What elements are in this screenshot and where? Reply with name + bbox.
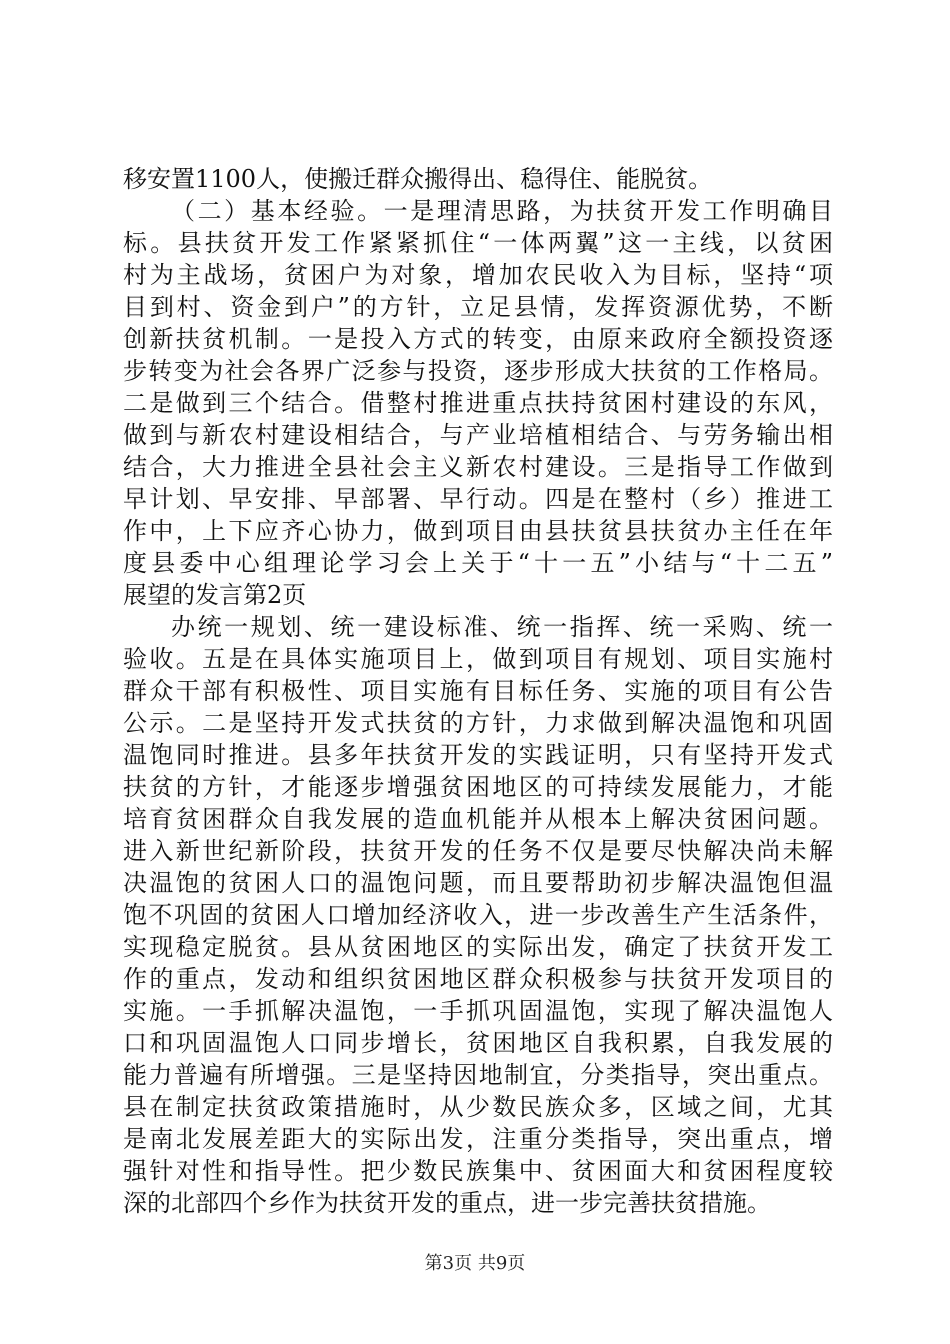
- text-line: 群众干部有积极性、项目实施有目标任务、实施的项目有公告: [123, 677, 833, 705]
- text-line: 移安置1100人，使搬迁群众搬得出、稳得住、能脱贫。: [123, 165, 713, 193]
- text-line: 作中，上下应齐心协力，做到项目由县扶贫县扶贫办主任在年: [123, 517, 833, 545]
- text-line: 早计划、早安排、早部署、早行动。四是在整村（乡）推进工: [123, 485, 833, 513]
- text-line: 饱不巩固的贫困人口增加经济收入，进一步改善生产生活条件，: [123, 901, 833, 929]
- text-line: 能力普遍有所增强。三是坚持因地制宜，分类指导，突出重点。: [123, 1061, 833, 1089]
- text-line: 创新扶贫机制。一是投入方式的转变，由原来政府全额投资逐: [123, 325, 833, 353]
- text-line: 公示。二是坚持开发式扶贫的方针，力求做到解决温饱和巩固: [123, 709, 833, 737]
- text-line: 目到村、资金到户”的方针，立足县情，发挥资源优势，不断: [123, 293, 833, 321]
- text-line: 实现稳定脱贫。县从贫困地区的实际出发，确定了扶贫开发工: [123, 933, 833, 961]
- text-line: 做到与新农村建设相结合，与产业培植相结合、与劳务输出相: [123, 421, 833, 449]
- text-line: 结合，大力推进全县社会主义新农村建设。三是指导工作做到: [123, 453, 833, 481]
- text-line: 深的北部四个乡作为扶贫开发的重点，进一步完善扶贫措施。: [123, 1189, 771, 1217]
- text-line: 实施。一手抓解决温饱，一手抓巩固温饱，实现了解决温饱人: [123, 997, 833, 1025]
- text-line: 扶贫的方针，才能逐步增强贫困地区的可持续发展能力，才能: [123, 773, 833, 801]
- text-line: 度县委中心组理论学习会上关于“十一五”小结与“十二五”: [123, 549, 833, 577]
- text-line: （二）基本经验。一是理清思路，为扶贫开发工作明确目: [171, 197, 833, 225]
- text-line: 作的重点，发动和组织贫困地区群众积极参与扶贫开发项目的: [123, 965, 833, 993]
- text-line: 进入新世纪新阶段，扶贫开发的任务不仅是要尽快解决尚未解: [123, 837, 833, 865]
- text-line: 展望的发言第2页: [123, 581, 307, 609]
- text-line: 标。县扶贫开发工作紧紧抓住“一体两翼”这一主线，以贫困: [123, 229, 833, 257]
- text-line: 步转变为社会各界广泛参与投资，逐步形成大扶贫的工作格局。: [123, 357, 833, 385]
- text-line: 是南北发展差距大的实际出发，注重分类指导，突出重点，增: [123, 1125, 833, 1153]
- document-body: [123, 163, 833, 1219]
- text-line: 验收。五是在具体实施项目上，做到项目有规划、项目实施村: [123, 645, 833, 673]
- page-footer: 第3页 共9页: [424, 1253, 526, 1274]
- paragraph-development-approach: [123, 611, 833, 1219]
- text-line: 办统一规划、统一建设标准、统一指挥、统一采购、统一: [171, 613, 833, 641]
- text-line: 温饱同时推进。县多年扶贫开发的实践证明，只有坚持开发式: [123, 741, 833, 769]
- paragraph-intro-tail: [123, 163, 833, 195]
- paragraph-basic-experience: [123, 195, 833, 611]
- text-line: 县在制定扶贫政策措施时，从少数民族众多，区域之间，尤其: [123, 1093, 833, 1121]
- text-line: 二是做到三个结合。借整村推进重点扶持贫困村建设的东风，: [123, 389, 833, 417]
- text-line: 培育贫困群众自我发展的造血机能并从根本上解决贫困问题。: [123, 805, 833, 833]
- text-line: 强针对性和指导性。把少数民族集中、贫困面大和贫困程度较: [123, 1157, 833, 1185]
- text-line: 口和巩固温饱人口同步增长，贫困地区自我积累，自我发展的: [123, 1029, 833, 1057]
- text-line: 决温饱的贫困人口的温饱问题，而且要帮助初步解决温饱但温: [123, 869, 833, 897]
- text-line: 村为主战场，贫困户为对象，增加农民收入为目标，坚持“项: [123, 261, 833, 289]
